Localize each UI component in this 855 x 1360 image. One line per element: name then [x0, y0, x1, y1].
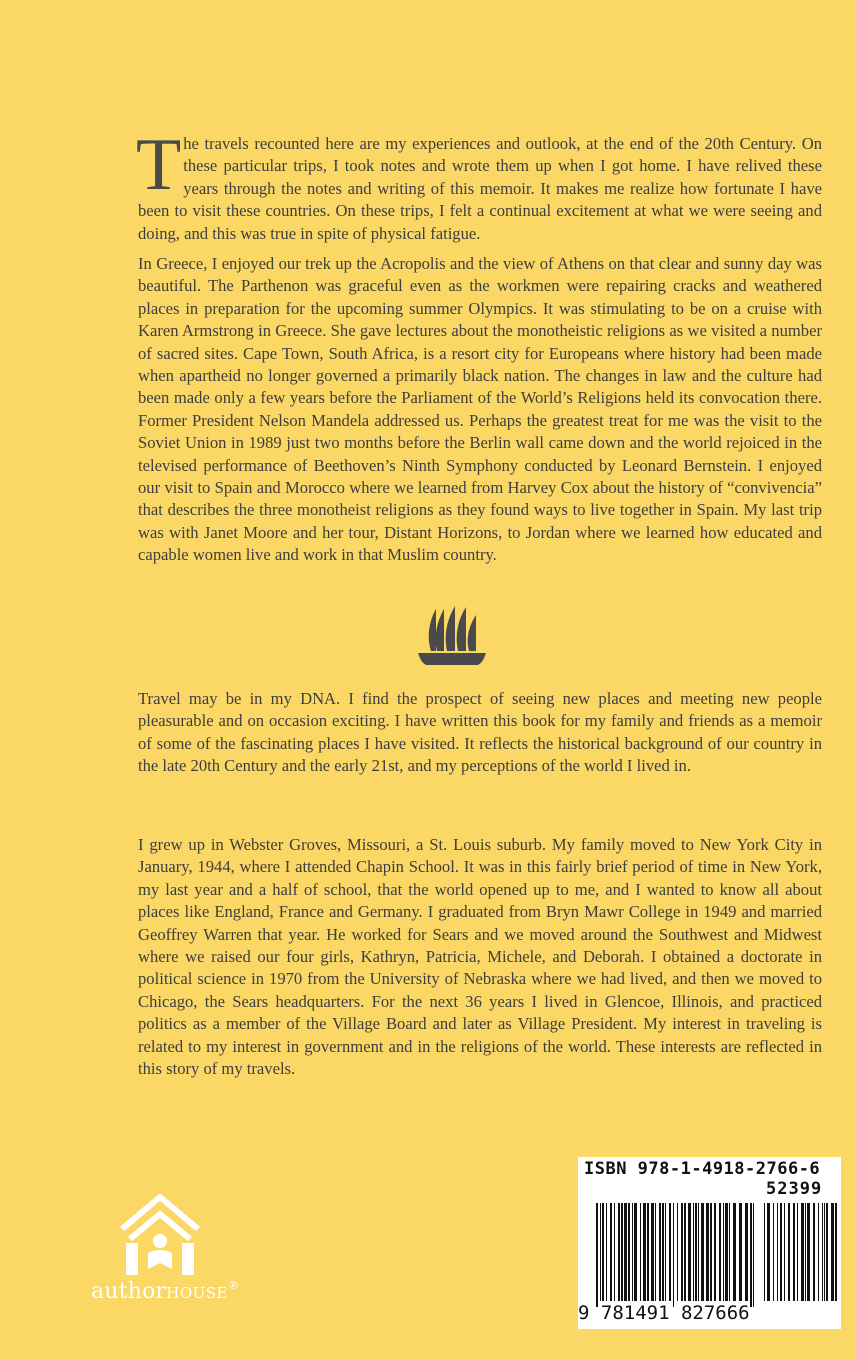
biography-paragraph: I grew up in Webster Groves, Missouri, a St. Louis suburb. My family moved to New York City in January, 1944, where I attended Chapin School. It was in this fairly brief period of time in New York, my last year and a half of school, that the world opened up to me, and I wanted to know all about places like England, France and Germany. I graduated from Bryn Mawr College in 1949 and married Geoffrey Warren that year. He worked for Sears and we moved around the Southwest and Midwest where we raised our four girls, Kathryn, Patricia, Michele, and Deborah. I obtained a doctorate in political science in 1970 from the University of Nebraska where we had lived, and then we moved to Chicago, the Sears headquarters. For the next 36 years I lived in Glencoe, Illinois, and practiced politics as a member of the Village Board and later as Village President. My interest in traveling is related to my interest in government and in the religions of the world. These interests are reflected in this story of my travels. — [138, 835, 822, 1079]
dna-paragraph: Travel may be in my DNA. I find the prospect of seeing new places and meeting new people pleasurable and on occasion exciting. I have written this book for my family and friends as a memoir of some of the fascinating places I have visited. It reflects the historical background of our country in the late 20th Century and the early 21st, and my perceptions of the world I lived in. — [138, 689, 822, 776]
travels-paragraph: In Greece, I enjoyed our trek up the Acropolis and the view of Athens on that clear and sunny day was beautiful. The Parthenon was graceful even as the workmen were repairing cracks and weathered places in preparation for the upcoming summer Olympics. It was stimulating to be on a cruise with Karen Armstrong in Greece. She gave lectures about the monotheistic religions as we visited a number of sacred sites. Cape Town, South Africa, is a resort city for Europeans where history had been made when apartheid no longer governed a primarily black nation. The changes in law and the culture had been made only a few years before the Parliament of the World’s Religions held its convocation there. Former President Nelson Mandela addressed us. Perhaps the greatest treat for me was the visit to the Soviet Union in 1989 just two months before the Berlin wall came down and the world rejoiced in the televised performance of Beethoven’s Ninth Symphony conducted by Leonard Bernstein. I enjoyed our visit to Spain and Morocco where we learned from Harvey Cox about the history of “convivencia” that describes the three monotheist religions as they found ways to live together in Spain. My last trip was with Janet Moore and her tour, Distant Horizons, to Jordan where we learned how educated and capable women live and work in that Muslim country. — [138, 254, 822, 565]
intro-paragraph — [136, 124, 822, 245]
intro-text: he travels recounted here are my experiences and outlook, at the end of the 20th Century. On these particular trips, I took notes and wrote them up when I got home. I have relived these years through the notes and writing of this memoir. It makes me realize how fortunate I have been to visit these countries. On these trips, I felt a continual excitement at what we were seeing and doing, and this was true in spite of physical fatigue. — [138, 134, 822, 243]
isbn-digits: 9 781491 827666 — [578, 1302, 750, 1324]
drop-cap: T — [136, 124, 182, 206]
publisher-name: authorHOUSE® — [91, 1279, 240, 1304]
barcode-panel — [578, 1157, 841, 1329]
isbn-label: ISBN 978-1-4918-2766-6 — [584, 1159, 821, 1179]
sailing-ship-icon — [418, 603, 486, 671]
price-code: 52399 — [766, 1179, 823, 1199]
